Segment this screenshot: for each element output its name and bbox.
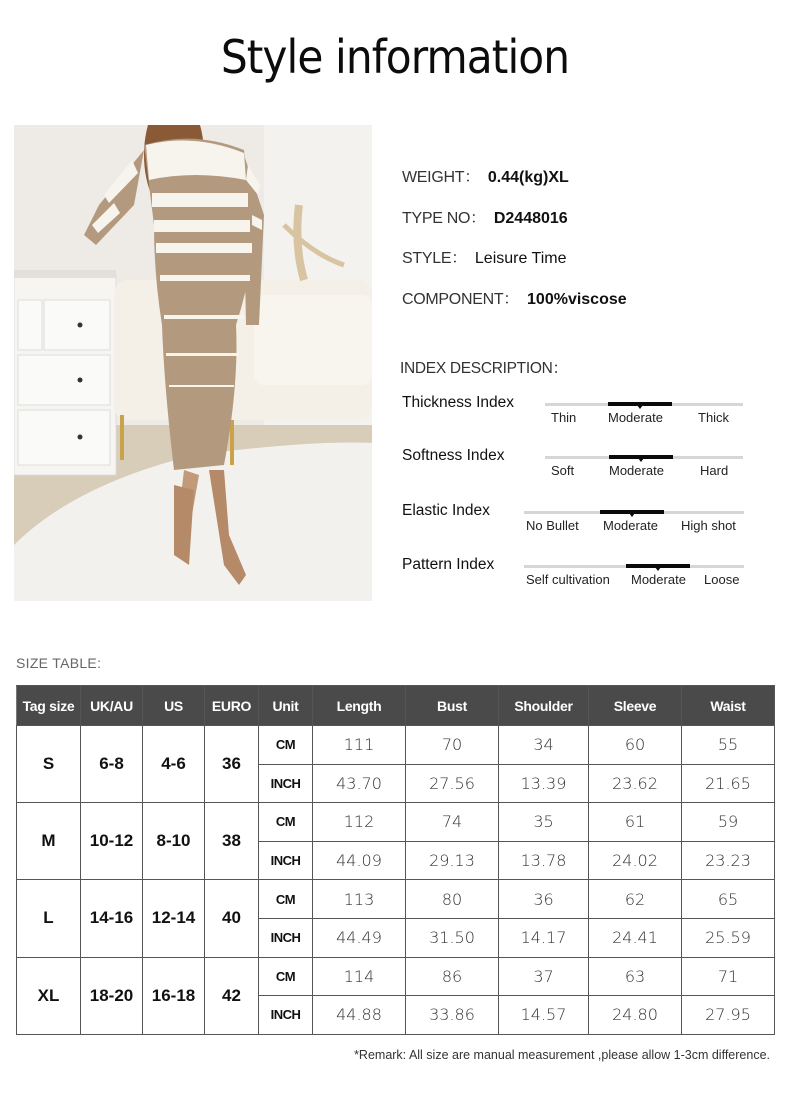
table-row (17, 726, 775, 765)
size-table-header (17, 686, 775, 726)
shoulder-value: 13.39 (499, 764, 589, 803)
index-option: Moderate (603, 518, 658, 533)
header-sleeve: Sleeve (589, 686, 682, 726)
table-row (17, 880, 775, 919)
header-euro: EURO (205, 686, 259, 726)
bust-value: 86 (406, 957, 499, 996)
unit-cm: CM (259, 726, 313, 765)
index-option: Moderate (608, 410, 663, 425)
sleeve-value: 24.80 (589, 996, 682, 1035)
bust-value: 33.86 (406, 996, 499, 1035)
model-dress-illustration (14, 125, 372, 601)
shoulder-value: 13.78 (499, 841, 589, 880)
header-shoulder: Shoulder (499, 686, 589, 726)
tag-size: S (17, 726, 81, 803)
product-photo (14, 125, 372, 601)
type-no-value: D2448016 (493, 210, 568, 227)
uk-au-size: 10-12 (81, 803, 143, 880)
index-option: Hard (700, 463, 729, 478)
index-indicator (608, 402, 672, 406)
waist-value: 59 (682, 803, 775, 842)
index-name: Softness Index (402, 447, 505, 464)
component-label: COMPONENT： (402, 291, 520, 308)
waist-value: 25.59 (682, 918, 775, 957)
tag-size: XL (17, 957, 81, 1034)
index-option: Moderate (609, 463, 664, 478)
index-indicator (600, 510, 664, 514)
us-size: 8-10 (143, 803, 205, 880)
bust-value: 31.50 (406, 918, 499, 957)
softness-index (402, 447, 747, 491)
weight-value: 0.44(kg)XL (487, 169, 569, 186)
uk-au-size: 18-20 (81, 957, 143, 1034)
style-label: STYLE： (402, 250, 467, 267)
pattern-index (402, 556, 747, 600)
length-value: 111 (313, 726, 406, 765)
tag-size: M (17, 803, 81, 880)
thickness-index (402, 394, 747, 438)
length-value: 113 (313, 880, 406, 919)
us-size: 12-14 (143, 880, 205, 957)
elastic-index (402, 502, 747, 546)
header-us: US (143, 686, 205, 726)
waist-value: 55 (682, 726, 775, 765)
unit-cm: CM (259, 880, 313, 919)
length-value: 112 (313, 803, 406, 842)
size-remark: *Remark: All size are manual measurement ,please allow 1-3cm difference. (354, 1048, 770, 1062)
index-name: Thickness Index (402, 394, 514, 411)
table-row (17, 803, 775, 842)
uk-au-size: 6-8 (81, 726, 143, 803)
header-bust: Bust (406, 686, 499, 726)
header-tag-size: Tag size (17, 686, 81, 726)
uk-au-size: 14-16 (81, 880, 143, 957)
unit-inch: INCH (259, 996, 313, 1035)
header-uk-au: UK/AU (81, 686, 143, 726)
unit-inch: INCH (259, 918, 313, 957)
us-size: 16-18 (143, 957, 205, 1034)
component-value: 100%viscose (527, 291, 627, 308)
info-style (402, 245, 566, 268)
info-weight (402, 164, 569, 187)
sleeve-value: 63 (589, 957, 682, 996)
waist-value: 27.95 (682, 996, 775, 1035)
sleeve-value: 62 (589, 880, 682, 919)
length-value: 44.88 (313, 996, 406, 1035)
length-value: 44.49 (313, 918, 406, 957)
shoulder-value: 37 (499, 957, 589, 996)
euro-size: 42 (205, 957, 259, 1034)
page-title: Style information (220, 30, 570, 84)
index-option: Thick (698, 410, 730, 425)
unit-cm: CM (259, 803, 313, 842)
unit-cm: CM (259, 957, 313, 996)
info-type-no (402, 205, 568, 228)
length-value: 43.70 (313, 764, 406, 803)
index-indicator (626, 564, 690, 568)
euro-size: 36 (205, 726, 259, 803)
shoulder-value: 35 (499, 803, 589, 842)
sleeve-value: 24.02 (589, 841, 682, 880)
index-option: No Bullet (526, 518, 579, 533)
bust-value: 29.13 (406, 841, 499, 880)
bust-value: 74 (406, 803, 499, 842)
sleeve-value: 60 (589, 726, 682, 765)
shoulder-value: 36 (499, 880, 589, 919)
header-waist: Waist (682, 686, 775, 726)
index-description-title: INDEX DESCRIPTION： (400, 360, 568, 377)
euro-size: 40 (205, 880, 259, 957)
sleeve-value: 23.62 (589, 764, 682, 803)
waist-value: 71 (682, 957, 775, 996)
weight-label: WEIGHT： (402, 169, 480, 186)
size-table (16, 685, 775, 1035)
index-option: Moderate (631, 572, 686, 587)
sleeve-value: 24.41 (589, 918, 682, 957)
shoulder-value: 14.17 (499, 918, 589, 957)
waist-value: 21.65 (682, 764, 775, 803)
index-option: High shot (681, 518, 736, 533)
index-option: Self cultivation (526, 572, 610, 587)
length-value: 114 (313, 957, 406, 996)
us-size: 4-6 (143, 726, 205, 803)
header-length: Length (313, 686, 406, 726)
info-component (402, 286, 627, 309)
index-option: Loose (704, 572, 740, 587)
index-name: Pattern Index (402, 556, 495, 573)
header-unit: Unit (259, 686, 313, 726)
waist-value: 23.23 (682, 841, 775, 880)
length-value: 44.09 (313, 841, 406, 880)
euro-size: 38 (205, 803, 259, 880)
unit-inch: INCH (259, 841, 313, 880)
unit-inch: INCH (259, 764, 313, 803)
index-indicator (609, 455, 673, 459)
type-no-label: TYPE NO： (402, 210, 486, 227)
style-value: Leisure Time (474, 250, 567, 267)
bust-value: 70 (406, 726, 499, 765)
size-table-label: SIZE TABLE: (16, 655, 102, 671)
index-name: Elastic Index (402, 502, 490, 519)
bust-value: 80 (406, 880, 499, 919)
table-row (17, 957, 775, 996)
shoulder-value: 34 (499, 726, 589, 765)
index-option: Soft (551, 463, 575, 478)
bust-value: 27.56 (406, 764, 499, 803)
waist-value: 65 (682, 880, 775, 919)
index-option: Thin (551, 410, 577, 425)
sleeve-value: 61 (589, 803, 682, 842)
tag-size: L (17, 880, 81, 957)
shoulder-value: 14.57 (499, 996, 589, 1035)
